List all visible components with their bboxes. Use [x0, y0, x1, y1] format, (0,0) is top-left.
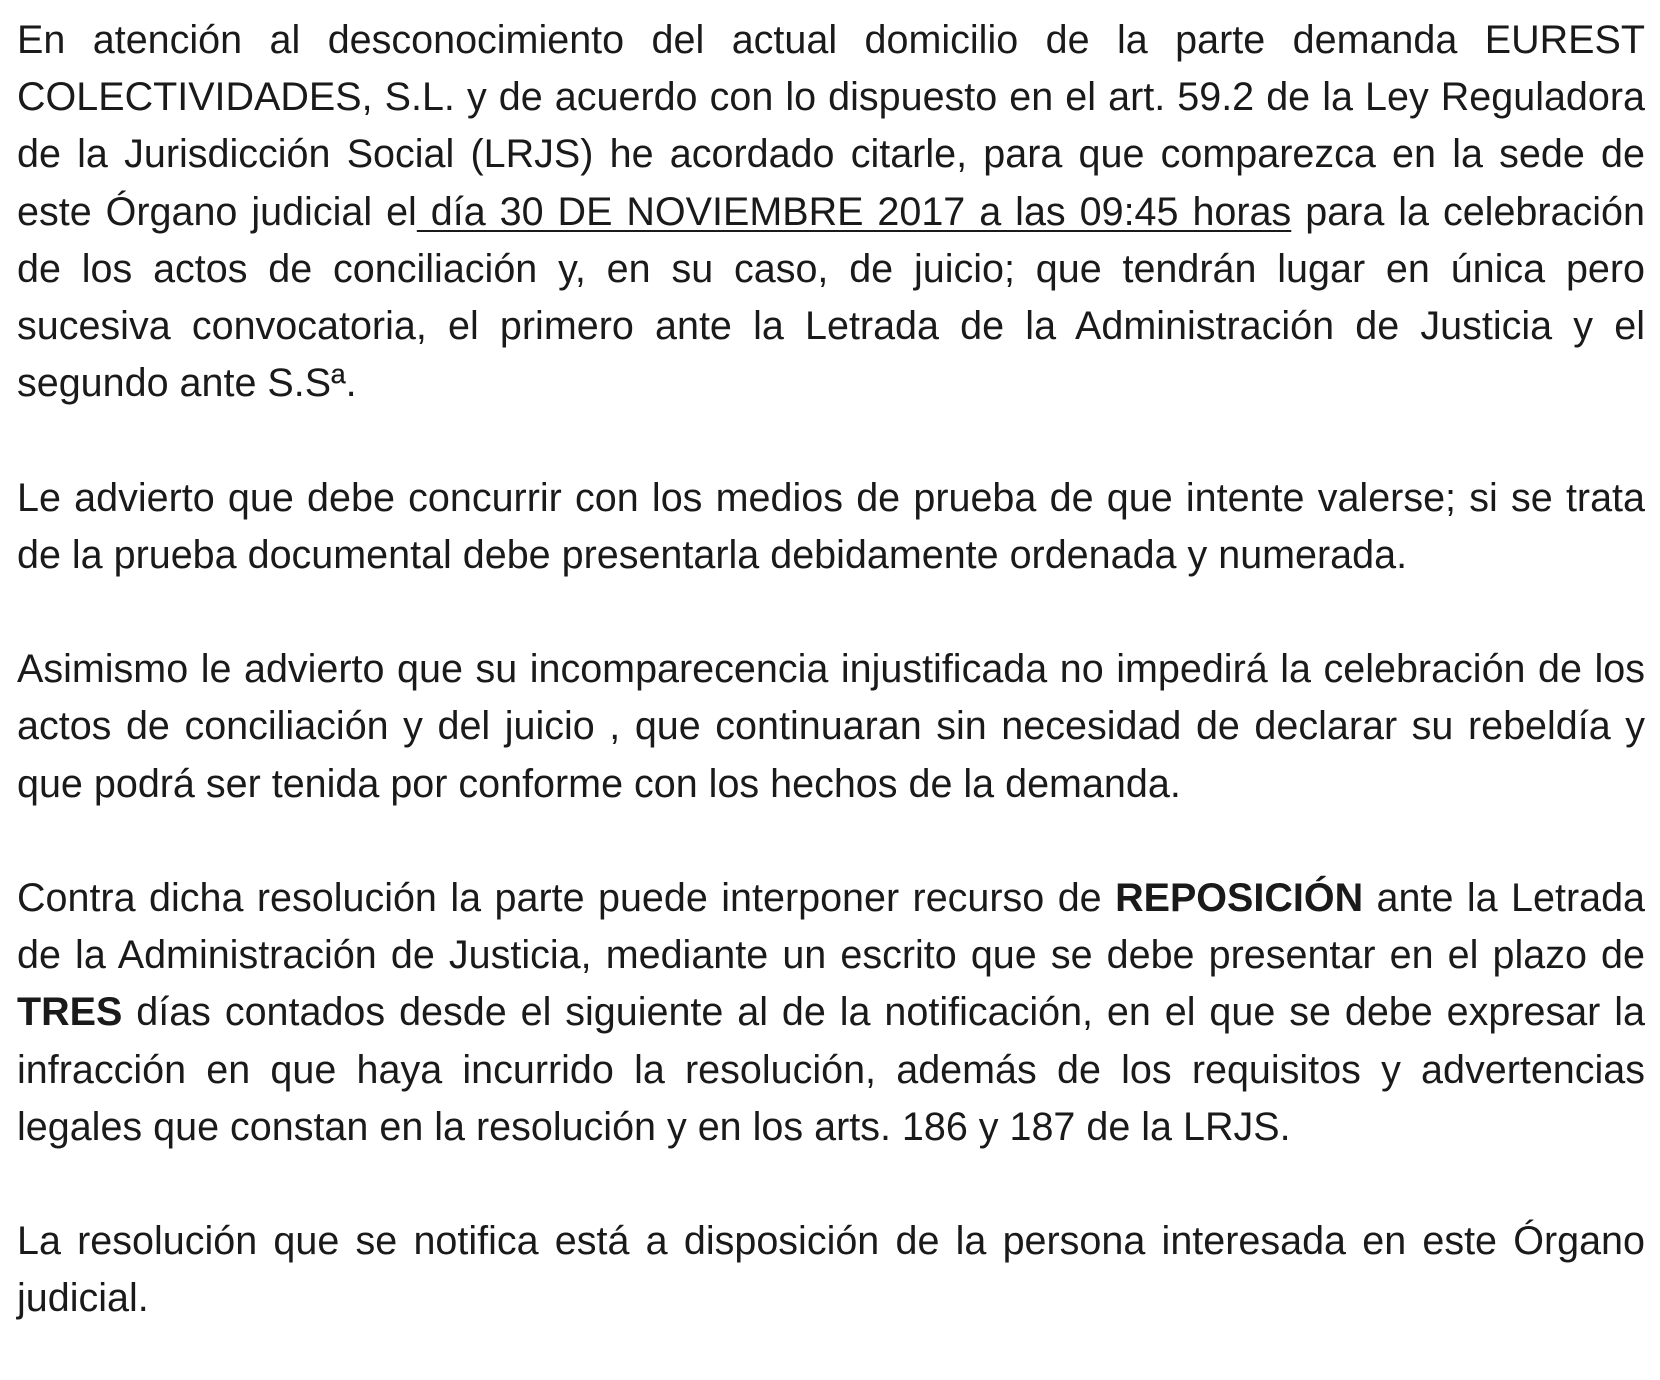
citation-text-start: En atención al desconocimiento del actual domicilio de la parte demanda EUREST COLECTIVIDADES, S.L. y de acuerdo con lo dispuesto en el art. 59.2 de la Ley Reguladora de la Jurisdicción Social (LRJS) he acordado citarle, para que comparezca en la sede de este Órgano judicial el [17, 18, 1645, 234]
appeal-type: REPOSICIÓN [1115, 876, 1364, 920]
citation-text-end: para la celebración de los actos de conciliación y, en su caso, de juicio; que tendrán lugar en única pero sucesiva convocatoria, el primero ante la Letrada de la Administración de Justicia y el segundo ante S.Sª. [17, 189, 1645, 406]
hearing-date: día 30 DE NOVIEMBRE 2017 a las 09:45 horas [416, 189, 1292, 234]
non-appearance-paragraph: Asimismo le advierto que su incomparecencia injustificada no impedirá la celebración de los actos de conciliación y del juicio , que continuaran sin necesidad de declarar su rebeldía y que podrá ser tenida por conforme con los hechos de la demanda. [17, 647, 1645, 806]
appeal-text-1: Contra dicha resolución la parte puede interponer recurso de [17, 876, 1116, 920]
appeal-deadline-days: TRES [17, 990, 123, 1035]
citation-paragraph [17, 12, 1645, 412]
document-body [17, 12, 1645, 1328]
appeal-text-3: días contados desde el siguiente al de la notificación, en el que se debe expresar la infracción en que haya incurrido la resolución, además de los requisitos y advertencias legales que constan en la resolución y en los arts. 186 y 187 de la LRJS. [17, 990, 1645, 1149]
appeal-text-2: ante la Letrada de la Administración de Justicia, mediante un escrito que se debe presentar en el plazo de [17, 876, 1646, 978]
evidence-paragraph: Le advierto que debe concurrir con los medios de prueba de que intente valerse; si se trata de la prueba documental debe presentarla debidamente ordenada y numerada. [17, 475, 1645, 577]
appeal-paragraph [17, 870, 1645, 1156]
availability-paragraph: La resolución que se notifica está a disposición de la persona interesada en este Órgano judicial. [17, 1219, 1645, 1321]
